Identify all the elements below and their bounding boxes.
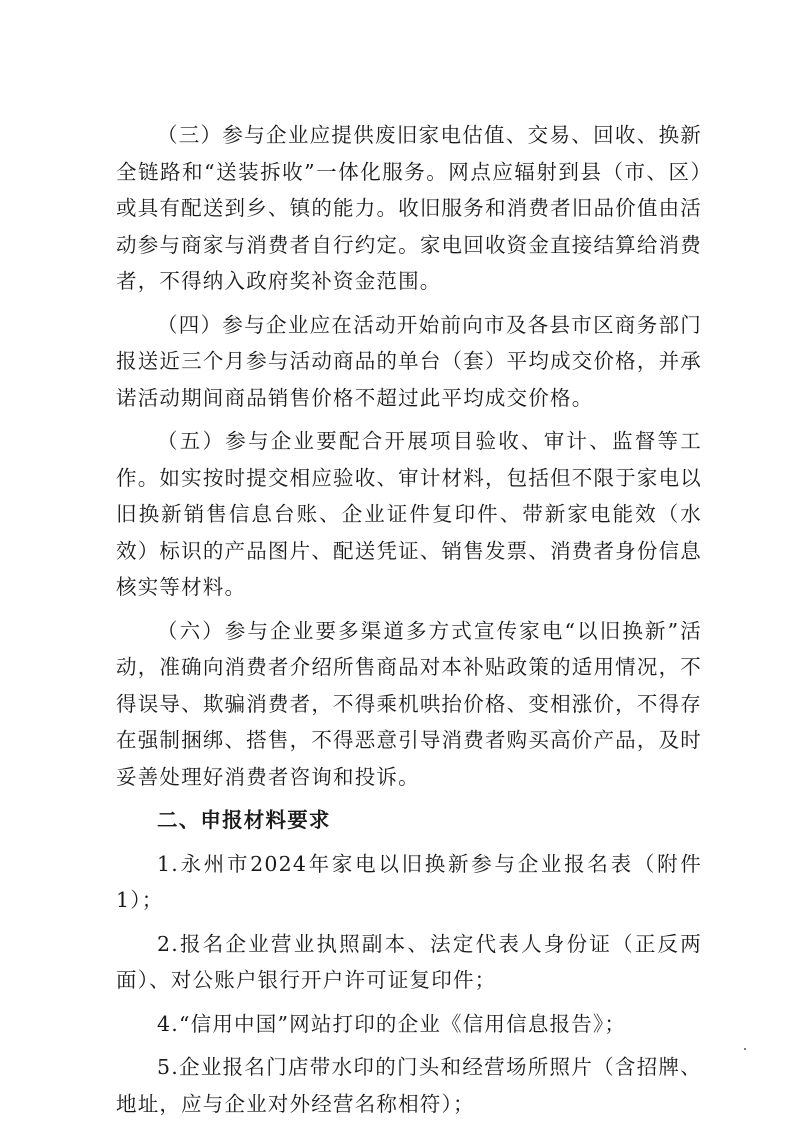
section-heading: 二、申报材料要求 <box>157 808 331 832</box>
paragraph-3: （三）参与企业应提供废旧家电估值、交易、回收、换新全链路和“送装拆收”一体化服务。网点应辐射到县（市、区）或具有配送到乡、镇的能力。收旧服务和消费者旧品价值由活动参与商家与消费者自行约定。家电回收资金直接结算给消费者，不得纳入政府奖补资金范围。 <box>116 123 702 293</box>
paragraph-4: （四）参与企业应在活动开始前向市及各县市区商务部门报送近三个月参与活动商品的单台（套）平均成交价格，并承诺活动期间商品销售价格不超过此平均成交价格。 <box>116 312 702 410</box>
list-item-5: 5.企业报名门店带水印的门头和经营场所照片（含招牌、地址，应与企业对外经营名称相符）； <box>116 1055 702 1116</box>
list-item-1: 1.永州市2024年家电以旧换新参与企业报名表（附件1）； <box>116 851 702 912</box>
document-body <box>116 117 702 1129</box>
paragraph-5: （五）参与企业要配合开展项目验收、审计、监督等工作。如实按时提交相应验收、审计材料，包括但不限于家电以旧换新销售信息台账、企业证件复印件、带新家电能效（水效）标识的产品图片、配送凭证、销售发票、消费者身份信息核实等材料。 <box>116 429 702 599</box>
scan-speck <box>744 1048 746 1050</box>
list-item-4: 4.“信用中国”网站打印的企业《信用信息报告》； <box>157 1011 627 1036</box>
paragraph-6: （六）参与企业要多渠道多方式宣传家电“以旧换新”活动，准确向消费者介绍所售商品对本补贴政策的适用情况，不得误导、欺骗消费者，不得乘机哄抬价格、变相涨价，不得存在强制捆绑、搭售，不得恶意引导消费者购买高价产品，及时妥善处理好消费者咨询和投诉。 <box>116 618 702 789</box>
list-item-2: 2.报名企业营业执照副本、法定代表人身份证（正反两面）、对公账户银行开户许可证复印件； <box>116 931 702 992</box>
